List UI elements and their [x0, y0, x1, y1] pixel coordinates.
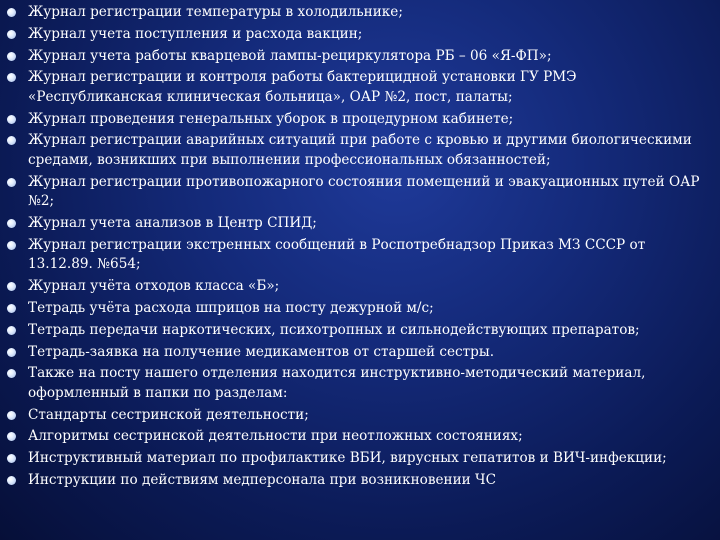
list-item	[0, 131, 720, 170]
list-item-text: Тетрадь передачи наркотических, психотропных и сильнодействующих препаратов;	[28, 321, 640, 338]
bullet-icon	[7, 326, 16, 335]
bullet-icon	[7, 411, 16, 420]
list-item-text: Журнал регистрации аварийных ситуаций при работе с кровью и другими биологическими средами, возникших при выполнении профессиональных обязанностей;	[28, 132, 692, 168]
list-item	[0, 471, 720, 491]
list-item	[0, 3, 720, 23]
list-item-text: Тетрадь учёта расхода шприцов на посту дежурной м/с;	[28, 299, 434, 316]
list-item-text: Журнал учёта отходов класса «Б»;	[28, 278, 280, 295]
bullet-icon	[7, 369, 16, 378]
list-item	[0, 321, 720, 341]
bullet-icon	[7, 432, 16, 441]
list-item-text: Журнал учета поступления и расхода вакцин;	[28, 25, 363, 42]
list-item	[0, 214, 720, 234]
list-item-text: Журнал учета анализов в Центр СПИД;	[28, 215, 317, 232]
bullet-icon	[7, 241, 16, 250]
list-item	[0, 299, 720, 319]
bullet-icon	[7, 282, 16, 291]
list-item-text: Журнал проведения генеральных уборок в процедурном кабинете;	[28, 110, 514, 127]
bullet-icon	[7, 178, 16, 187]
list-item-text: Журнал учета работы кварцевой лампы-рециркулятора РБ – 06 «Я-ФП»;	[28, 47, 552, 64]
list-item-text: Инструктивный материал по профилактике ВБИ, вирусных гепатитов и ВИЧ-инфекции;	[28, 450, 667, 467]
bullet-icon	[7, 454, 16, 463]
list-item-text: Журнал регистрации температуры в холодильнике;	[28, 4, 403, 20]
list-item	[0, 427, 720, 447]
list-item	[0, 406, 720, 426]
list-item-text: Журнал регистрации и контроля работы бактерицидной установки ГУ РМЭ «Республиканская клиническая больница», ОАР №2, пост, палаты;	[28, 69, 577, 105]
list-item	[0, 236, 720, 275]
list-item	[0, 277, 720, 297]
list-item	[0, 47, 720, 67]
bullet-icon	[7, 304, 16, 313]
list-item-text: Тетрадь-заявка на получение медикаментов от старшей сестры.	[28, 343, 495, 360]
bullet-icon	[7, 219, 16, 228]
list-item	[0, 110, 720, 130]
bullet-icon	[7, 8, 16, 17]
bullet-icon	[7, 348, 16, 357]
bullet-icon	[7, 115, 16, 124]
list-item-text: Стандарты сестринской деятельности;	[28, 406, 309, 423]
list-item	[0, 68, 720, 107]
list-item-text: Журнал регистрации противопожарного состояния помещений и эвакуационных путей ОАР №2;	[28, 173, 700, 210]
list-item	[0, 25, 720, 45]
list-item	[0, 449, 720, 469]
list-item-text: Также на посту нашего отделения находится инструктивно-методический материал, оформленный в папки по разделам:	[28, 365, 646, 401]
bullet-list	[0, 3, 720, 493]
bullet-icon	[7, 476, 16, 485]
bullet-icon	[7, 30, 16, 39]
list-item-text: Алгоритмы сестринской деятельности при неотложных состояниях;	[28, 428, 523, 445]
bullet-icon	[7, 52, 16, 61]
list-item	[0, 343, 720, 363]
list-item	[0, 173, 720, 212]
bullet-icon	[7, 73, 16, 82]
list-item	[0, 364, 720, 403]
bullet-icon	[7, 136, 16, 145]
list-item-text: Инструкции по действиям медперсонала при возникновении ЧС	[28, 472, 496, 489]
list-item-text: Журнал регистрации экстренных сообщений в Роспотребнадзор Приказ МЗ СССР от 13.12.89. №654;	[28, 236, 646, 273]
